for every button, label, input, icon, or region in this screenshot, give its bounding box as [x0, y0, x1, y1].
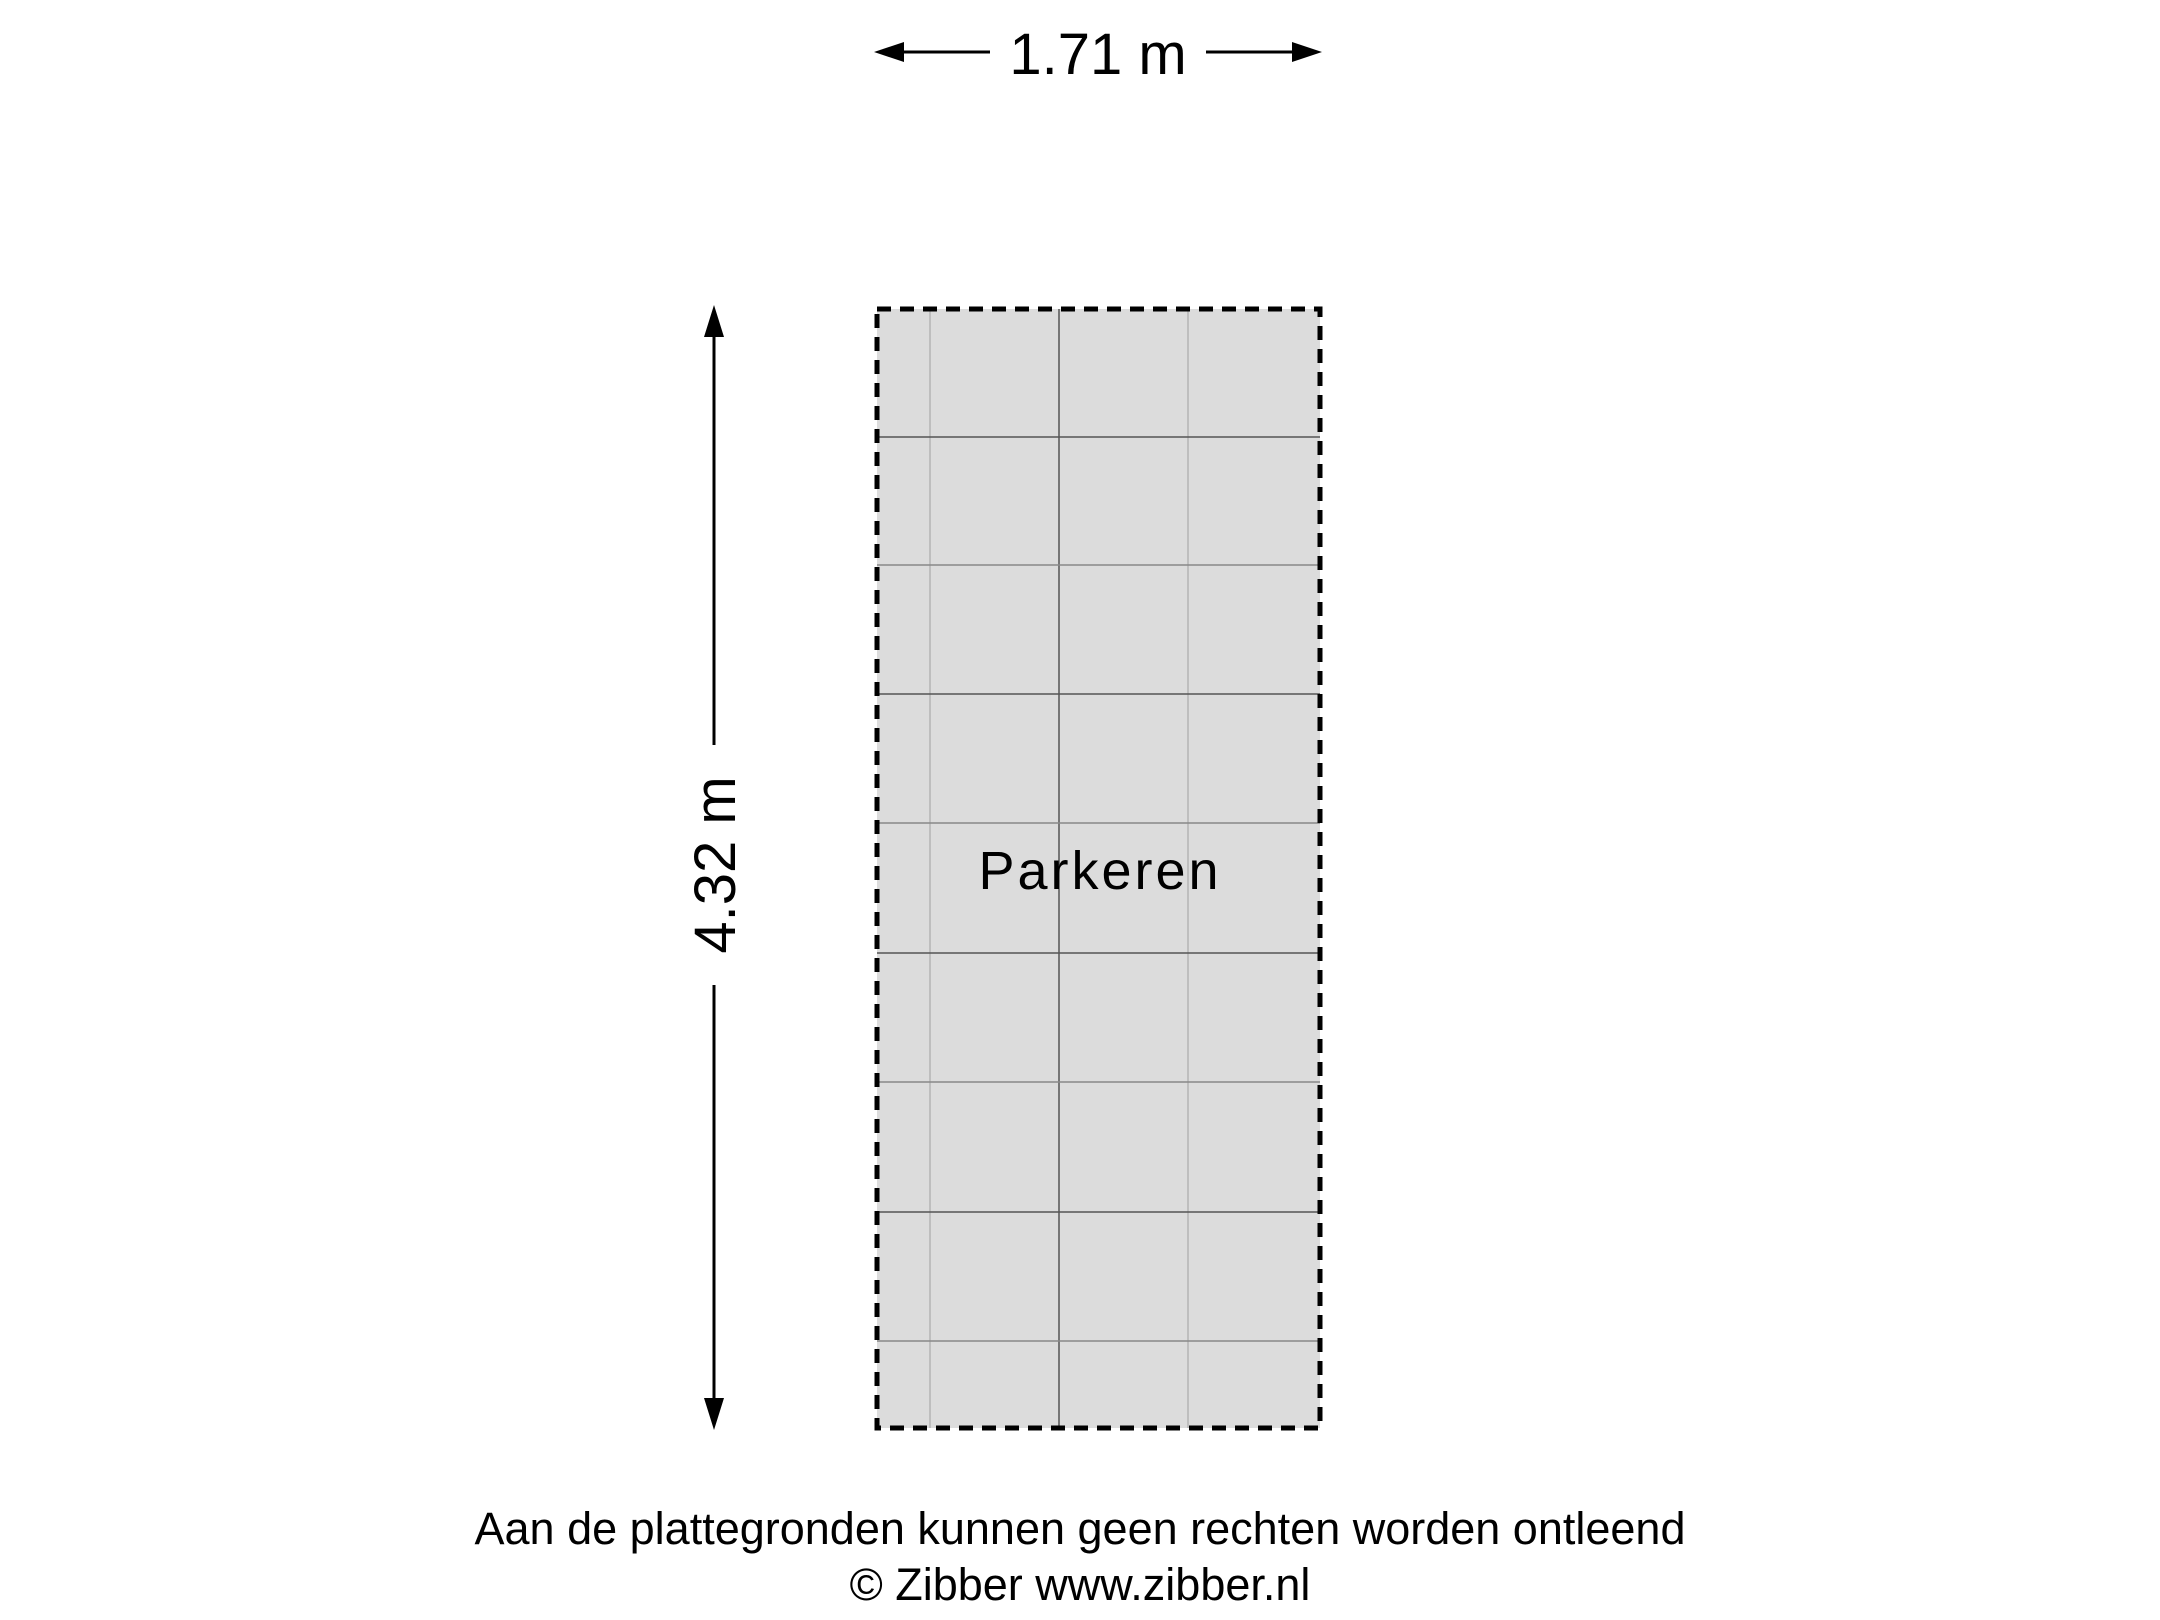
arrow-down-icon [704, 1398, 724, 1430]
arrow-up-icon [704, 305, 724, 337]
width-dimension [874, 22, 1322, 87]
height-dimension [683, 305, 748, 1430]
room-label: Parkeren [978, 841, 1222, 901]
width-dimension-label: 1.71 m [1009, 22, 1187, 87]
height-dimension-label: 4.32 m [683, 776, 748, 954]
disclaimer-text: Aan de plattegronden kunnen geen rechten worden ontleend [474, 1503, 1686, 1554]
room-parkeren [877, 309, 1320, 1428]
arrow-left-icon [874, 42, 904, 62]
arrow-right-icon [1292, 42, 1322, 62]
copyright-text: © Zibber www.zibber.nl [849, 1559, 1311, 1610]
